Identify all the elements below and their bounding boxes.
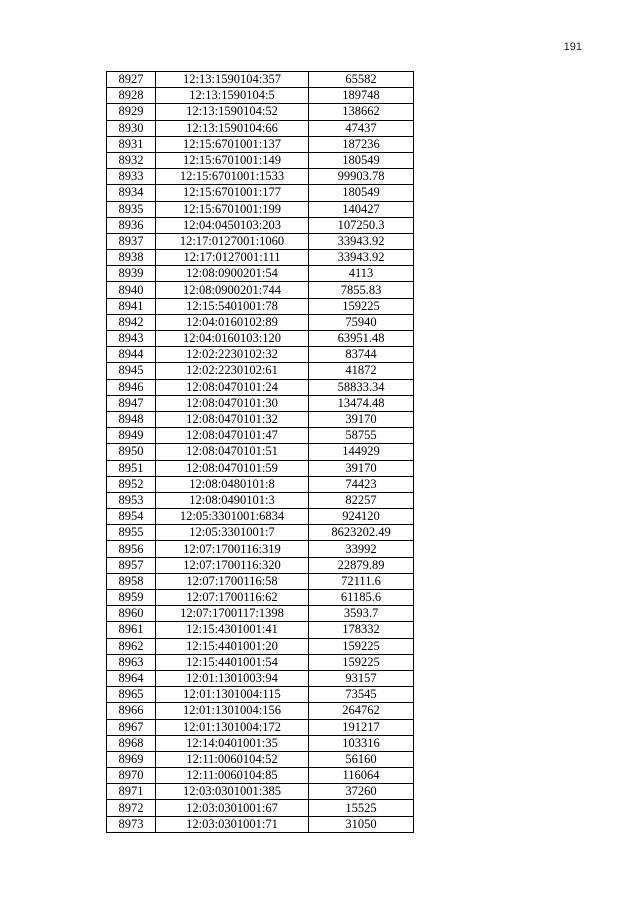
row-number-cell: 8964 bbox=[107, 670, 156, 686]
table-row bbox=[107, 557, 414, 573]
table-row bbox=[107, 88, 414, 104]
value-cell: 264762 bbox=[309, 703, 414, 719]
row-number-cell: 8947 bbox=[107, 395, 156, 411]
value-cell: 58755 bbox=[309, 428, 414, 444]
cadastral-number-cell: 12:15:6701001:199 bbox=[156, 201, 309, 217]
row-number-cell: 8933 bbox=[107, 169, 156, 185]
value-cell: 103316 bbox=[309, 735, 414, 751]
cadastral-number-cell: 12:08:0470101:32 bbox=[156, 411, 309, 427]
value-cell: 15525 bbox=[309, 800, 414, 816]
value-cell: 56160 bbox=[309, 751, 414, 767]
cadastral-number-cell: 12:07:1700116:58 bbox=[156, 573, 309, 589]
row-number-cell: 8972 bbox=[107, 800, 156, 816]
value-cell: 159225 bbox=[309, 654, 414, 670]
cadastral-number-cell: 12:15:6701001:137 bbox=[156, 136, 309, 152]
table-row bbox=[107, 476, 414, 492]
table-row bbox=[107, 152, 414, 168]
cadastral-number-cell: 12:01:1301004:156 bbox=[156, 703, 309, 719]
value-cell: 8623202.49 bbox=[309, 525, 414, 541]
row-number-cell: 8946 bbox=[107, 379, 156, 395]
table-row bbox=[107, 120, 414, 136]
cadastral-number-cell: 12:08:0900201:744 bbox=[156, 282, 309, 298]
table-row bbox=[107, 509, 414, 525]
row-number-cell: 8961 bbox=[107, 622, 156, 638]
table-row bbox=[107, 573, 414, 589]
table-row bbox=[107, 363, 414, 379]
cadastral-number-cell: 12:11:0060104:52 bbox=[156, 751, 309, 767]
row-number-cell: 8951 bbox=[107, 460, 156, 476]
cadastral-number-cell: 12:15:6701001:1533 bbox=[156, 169, 309, 185]
value-cell: 47437 bbox=[309, 120, 414, 136]
row-number-cell: 8936 bbox=[107, 217, 156, 233]
table-row bbox=[107, 411, 414, 427]
value-cell: 39170 bbox=[309, 411, 414, 427]
value-cell: 22879.89 bbox=[309, 557, 414, 573]
value-cell: 37260 bbox=[309, 784, 414, 800]
table-row bbox=[107, 719, 414, 735]
cadastral-number-cell: 12:13:1590104:52 bbox=[156, 104, 309, 120]
cadastral-number-cell: 12:07:1700116:62 bbox=[156, 590, 309, 606]
value-cell: 116064 bbox=[309, 768, 414, 784]
cadastral-number-cell: 12:04:0450103:203 bbox=[156, 217, 309, 233]
table-row bbox=[107, 379, 414, 395]
row-number-cell: 8952 bbox=[107, 476, 156, 492]
value-cell: 82257 bbox=[309, 492, 414, 508]
table-row bbox=[107, 638, 414, 654]
table-row bbox=[107, 654, 414, 670]
data-table bbox=[106, 71, 414, 833]
row-number-cell: 8950 bbox=[107, 444, 156, 460]
cadastral-number-cell: 12:17:0127001:111 bbox=[156, 250, 309, 266]
cadastral-number-cell: 12:08:0470101:51 bbox=[156, 444, 309, 460]
row-number-cell: 8945 bbox=[107, 363, 156, 379]
table-row bbox=[107, 525, 414, 541]
row-number-cell: 8948 bbox=[107, 411, 156, 427]
page-number: 191 bbox=[563, 41, 582, 53]
row-number-cell: 8955 bbox=[107, 525, 156, 541]
cadastral-number-cell: 12:02:2230102:32 bbox=[156, 347, 309, 363]
value-cell: 187236 bbox=[309, 136, 414, 152]
table-row bbox=[107, 185, 414, 201]
table-row bbox=[107, 703, 414, 719]
row-number-cell: 8932 bbox=[107, 152, 156, 168]
table-row bbox=[107, 72, 414, 88]
table-row bbox=[107, 250, 414, 266]
row-number-cell: 8934 bbox=[107, 185, 156, 201]
cadastral-number-cell: 12:07:1700117:1398 bbox=[156, 606, 309, 622]
cadastral-number-cell: 12:08:0470101:24 bbox=[156, 379, 309, 395]
table-row bbox=[107, 282, 414, 298]
table-row bbox=[107, 800, 414, 816]
row-number-cell: 8959 bbox=[107, 590, 156, 606]
value-cell: 178332 bbox=[309, 622, 414, 638]
table-row bbox=[107, 768, 414, 784]
cadastral-number-cell: 12:08:0470101:47 bbox=[156, 428, 309, 444]
cadastral-number-cell: 12:13:1590104:5 bbox=[156, 88, 309, 104]
table-row bbox=[107, 541, 414, 557]
table-row bbox=[107, 670, 414, 686]
table-row bbox=[107, 622, 414, 638]
cadastral-number-cell: 12:01:1301003:94 bbox=[156, 670, 309, 686]
row-number-cell: 8938 bbox=[107, 250, 156, 266]
value-cell: 107250.3 bbox=[309, 217, 414, 233]
table-row bbox=[107, 169, 414, 185]
cadastral-number-cell: 12:15:4401001:54 bbox=[156, 654, 309, 670]
row-number-cell: 8971 bbox=[107, 784, 156, 800]
row-number-cell: 8962 bbox=[107, 638, 156, 654]
value-cell: 189748 bbox=[309, 88, 414, 104]
row-number-cell: 8930 bbox=[107, 120, 156, 136]
table-row bbox=[107, 217, 414, 233]
table-row bbox=[107, 751, 414, 767]
table-row bbox=[107, 735, 414, 751]
table-row bbox=[107, 444, 414, 460]
cadastral-number-cell: 12:17:0127001:1060 bbox=[156, 233, 309, 249]
row-number-cell: 8941 bbox=[107, 298, 156, 314]
value-cell: 93157 bbox=[309, 670, 414, 686]
row-number-cell: 8931 bbox=[107, 136, 156, 152]
row-number-cell: 8954 bbox=[107, 509, 156, 525]
cadastral-number-cell: 12:13:1590104:357 bbox=[156, 72, 309, 88]
value-cell: 924120 bbox=[309, 509, 414, 525]
row-number-cell: 8929 bbox=[107, 104, 156, 120]
value-cell: 33943.92 bbox=[309, 250, 414, 266]
table-row bbox=[107, 331, 414, 347]
row-number-cell: 8956 bbox=[107, 541, 156, 557]
value-cell: 180549 bbox=[309, 185, 414, 201]
cadastral-number-cell: 12:03:0301001:385 bbox=[156, 784, 309, 800]
row-number-cell: 8970 bbox=[107, 768, 156, 784]
value-cell: 191217 bbox=[309, 719, 414, 735]
cadastral-number-cell: 12:08:0900201:54 bbox=[156, 266, 309, 282]
cadastral-number-cell: 12:01:1301004:172 bbox=[156, 719, 309, 735]
row-number-cell: 8965 bbox=[107, 687, 156, 703]
table-row bbox=[107, 784, 414, 800]
table-row bbox=[107, 233, 414, 249]
row-number-cell: 8944 bbox=[107, 347, 156, 363]
row-number-cell: 8935 bbox=[107, 201, 156, 217]
cadastral-number-cell: 12:03:0301001:67 bbox=[156, 800, 309, 816]
row-number-cell: 8968 bbox=[107, 735, 156, 751]
cadastral-number-cell: 12:05:3301001:7 bbox=[156, 525, 309, 541]
table-row bbox=[107, 460, 414, 476]
row-number-cell: 8963 bbox=[107, 654, 156, 670]
row-number-cell: 8927 bbox=[107, 72, 156, 88]
cadastral-number-cell: 12:11:0060104:85 bbox=[156, 768, 309, 784]
cadastral-number-cell: 12:08:0490101:3 bbox=[156, 492, 309, 508]
value-cell: 13474.48 bbox=[309, 395, 414, 411]
value-cell: 140427 bbox=[309, 201, 414, 217]
cadastral-number-cell: 12:15:6701001:177 bbox=[156, 185, 309, 201]
value-cell: 7855.83 bbox=[309, 282, 414, 298]
cadastral-number-cell: 12:13:1590104:66 bbox=[156, 120, 309, 136]
table-row bbox=[107, 104, 414, 120]
value-cell: 99903.78 bbox=[309, 169, 414, 185]
table-body bbox=[107, 72, 414, 833]
row-number-cell: 8957 bbox=[107, 557, 156, 573]
table-row bbox=[107, 136, 414, 152]
value-cell: 33943.92 bbox=[309, 233, 414, 249]
row-number-cell: 8939 bbox=[107, 266, 156, 282]
cadastral-number-cell: 12:04:0160102:89 bbox=[156, 314, 309, 330]
value-cell: 83744 bbox=[309, 347, 414, 363]
value-cell: 41872 bbox=[309, 363, 414, 379]
value-cell: 4113 bbox=[309, 266, 414, 282]
cadastral-number-cell: 12:14:0401001:35 bbox=[156, 735, 309, 751]
value-cell: 39170 bbox=[309, 460, 414, 476]
row-number-cell: 8928 bbox=[107, 88, 156, 104]
table-row bbox=[107, 266, 414, 282]
table-row bbox=[107, 606, 414, 622]
table-row bbox=[107, 395, 414, 411]
row-number-cell: 8940 bbox=[107, 282, 156, 298]
table-row bbox=[107, 428, 414, 444]
row-number-cell: 8973 bbox=[107, 816, 156, 832]
cadastral-number-cell: 12:15:5401001:78 bbox=[156, 298, 309, 314]
row-number-cell: 8953 bbox=[107, 492, 156, 508]
cadastral-number-cell: 12:03:0301001:71 bbox=[156, 816, 309, 832]
value-cell: 65582 bbox=[309, 72, 414, 88]
value-cell: 73545 bbox=[309, 687, 414, 703]
value-cell: 180549 bbox=[309, 152, 414, 168]
cadastral-number-cell: 12:15:4401001:20 bbox=[156, 638, 309, 654]
table-row bbox=[107, 492, 414, 508]
value-cell: 138662 bbox=[309, 104, 414, 120]
cadastral-number-cell: 12:15:4301001:41 bbox=[156, 622, 309, 638]
value-cell: 74423 bbox=[309, 476, 414, 492]
table-row bbox=[107, 201, 414, 217]
cadastral-number-cell: 12:07:1700116:320 bbox=[156, 557, 309, 573]
row-number-cell: 8960 bbox=[107, 606, 156, 622]
value-cell: 159225 bbox=[309, 638, 414, 654]
table-row bbox=[107, 298, 414, 314]
value-cell: 63951.48 bbox=[309, 331, 414, 347]
row-number-cell: 8967 bbox=[107, 719, 156, 735]
value-cell: 159225 bbox=[309, 298, 414, 314]
table-row bbox=[107, 816, 414, 832]
cadastral-number-cell: 12:05:3301001:6834 bbox=[156, 509, 309, 525]
cadastral-number-cell: 12:02:2230102:61 bbox=[156, 363, 309, 379]
row-number-cell: 8937 bbox=[107, 233, 156, 249]
row-number-cell: 8942 bbox=[107, 314, 156, 330]
value-cell: 3593.7 bbox=[309, 606, 414, 622]
table-row bbox=[107, 347, 414, 363]
value-cell: 33992 bbox=[309, 541, 414, 557]
table-row bbox=[107, 314, 414, 330]
cadastral-number-cell: 12:01:1301004:115 bbox=[156, 687, 309, 703]
cadastral-number-cell: 12:08:0480101:8 bbox=[156, 476, 309, 492]
value-cell: 72111.6 bbox=[309, 573, 414, 589]
row-number-cell: 8943 bbox=[107, 331, 156, 347]
row-number-cell: 8969 bbox=[107, 751, 156, 767]
value-cell: 31050 bbox=[309, 816, 414, 832]
value-cell: 61185.6 bbox=[309, 590, 414, 606]
table-row bbox=[107, 590, 414, 606]
row-number-cell: 8949 bbox=[107, 428, 156, 444]
value-cell: 144929 bbox=[309, 444, 414, 460]
cadastral-number-cell: 12:15:6701001:149 bbox=[156, 152, 309, 168]
row-number-cell: 8958 bbox=[107, 573, 156, 589]
value-cell: 75940 bbox=[309, 314, 414, 330]
cadastral-number-cell: 12:07:1700116:319 bbox=[156, 541, 309, 557]
cadastral-number-cell: 12:04:0160103:120 bbox=[156, 331, 309, 347]
table-row bbox=[107, 687, 414, 703]
row-number-cell: 8966 bbox=[107, 703, 156, 719]
cadastral-number-cell: 12:08:0470101:59 bbox=[156, 460, 309, 476]
cadastral-number-cell: 12:08:0470101:30 bbox=[156, 395, 309, 411]
value-cell: 58833.34 bbox=[309, 379, 414, 395]
